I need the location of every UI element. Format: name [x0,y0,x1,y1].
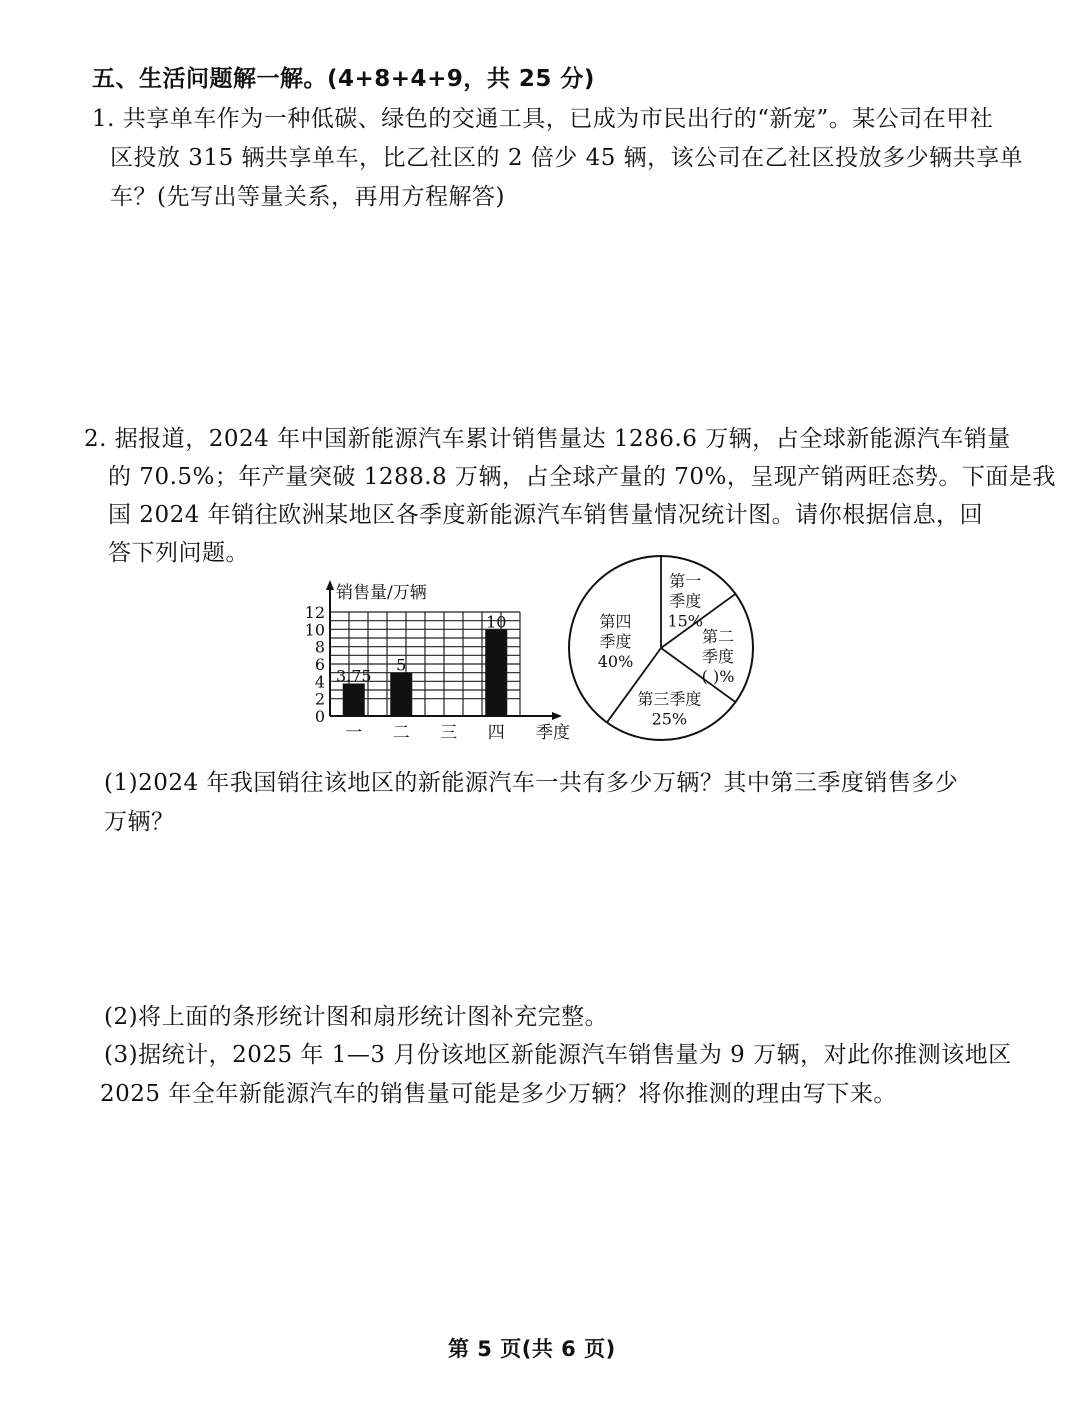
statistics-charts [290,548,735,752]
pie-slice-label: 第四 [599,612,632,632]
sub-question-1-line: (1)2024 年我国销往该地区的新能源汽车一共有多少万辆？其中第三季度销售多少 [104,770,959,796]
sub-question-1-line: 万辆？ [104,809,175,835]
bar [485,629,507,716]
section-title: 五、生活问题解一解。(4+8+4+9，共 25 分) [92,66,595,92]
x-axis-title: 季度 [536,723,570,743]
pie-slice-label: 第二 [702,627,735,646]
y-tick-label: 8 [314,637,325,657]
y-tick-label: 6 [314,655,325,674]
sub-question-3-line: (3)据统计，2025 年 1—3 月份该地区新能源汽车销售量为 9 万辆，对此你推测该地区 [104,1042,1012,1068]
y-tick-label: 2 [314,689,325,709]
x-tick-label: 二 [392,723,410,743]
question-1-line: 1. 共享单车作为一种低碳、绿色的交通工具，已成为市民出行的“新宠”。某公司在甲社 [92,106,994,132]
pie-slice-percent: 15% [667,611,704,631]
y-tick-label: 0 [314,707,325,726]
pie-slice-label: 季度 [669,591,702,611]
question-2-line: 2. 据报道，2024 年中国新能源汽车累计销售量达 1286.6 万辆，占全球新能源汽车销量 [84,426,1011,452]
pie-chart [566,548,766,748]
pie-slice-percent: 40% [597,652,634,672]
x-tick-label: 四 [487,723,505,743]
y-tick-label: 4 [314,672,325,692]
pie-slice-percent: 25% [651,709,688,729]
x-tick-label: 三 [440,723,458,743]
pie-slice-label: 季度 [599,632,632,652]
pie-slice-percent: ( )% [701,667,735,686]
bar-chart [290,548,580,748]
bar-value-label: 10 [486,612,507,632]
question-1-line: 区投放 315 辆共享单车，比乙社区的 2 倍少 45 辆，该公司在乙社区投放多少辆共享单 [110,145,1024,171]
x-tick-label: 一 [345,723,363,743]
sub-question-2: (2)将上面的条形统计图和扇形统计图补充完整。 [104,1004,609,1030]
pie-slice-label: 季度 [702,647,735,666]
bar-value-label: 5 [396,655,407,675]
question-2-line: 答下列问题。 [108,540,249,566]
page-footer: 第 5 页(共 6 页) [448,1337,616,1361]
bar [390,673,412,716]
question-2-line: 国 2024 年销往欧洲某地区各季度新能源汽车销售量情况统计图。请你根据信息，回 [108,502,984,528]
bar [343,684,365,717]
bar-value-label: 3.75 [335,666,372,686]
x-axis-arrow [552,712,562,720]
question-1-line: 车？(先写出等量关系，再用方程解答) [110,184,505,210]
pie-slice-label: 第一 [669,571,702,591]
y-tick-label: 12 [304,603,325,622]
sub-question-3-line: 2025 年全年新能源汽车的销售量可能是多少万辆？将你推测的理由写下来。 [100,1081,897,1107]
y-tick-label: 10 [304,620,325,640]
question-2-line: 的 70.5%；年产量突破 1288.8 万辆，占全球产量的 70%，呈现产销两旺态势。下面是我 [108,464,1056,490]
y-axis-arrow [326,580,334,590]
pie-slice-label: 第三季度 [637,689,702,709]
y-axis-title: 销售量/万辆 [336,583,427,603]
